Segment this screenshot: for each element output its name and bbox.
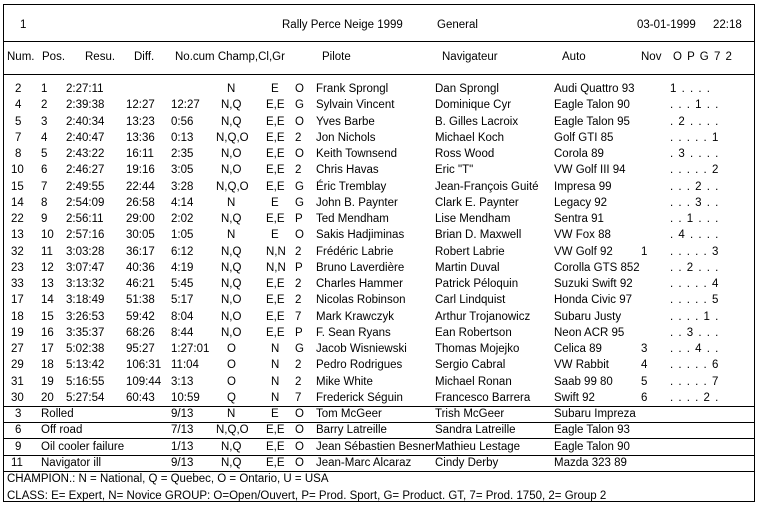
cell-navigateur: Michael Ronan xyxy=(435,375,512,388)
col-navigateur: Navigateur xyxy=(442,51,498,63)
cell-group: O xyxy=(295,229,304,242)
cell-diff: 16:11 xyxy=(126,148,154,160)
cell-nov: 3 xyxy=(641,343,648,355)
cell-stages: 1 . . . . xyxy=(670,83,711,95)
cell-class: E,E xyxy=(266,440,285,453)
cell-class: E,E xyxy=(266,456,285,469)
cell-resu: 2:40:34 xyxy=(66,115,105,128)
cell-pos: 20 xyxy=(41,391,54,404)
cell-class: E,E xyxy=(266,213,285,225)
cell-pilote: Jean-Marc Alcaraz xyxy=(316,456,412,469)
cell-group: G xyxy=(295,343,304,355)
cell-navigateur: Ross Wood xyxy=(435,148,495,160)
cell-pos: 10 xyxy=(41,229,54,242)
cell-resu: 2:57:16 xyxy=(66,229,105,242)
cell-resu: 2:27:11 xyxy=(66,83,104,95)
cell-group: 7 xyxy=(295,391,302,404)
cell-num: 8 xyxy=(15,148,22,160)
cell-pos: 18 xyxy=(41,359,54,372)
cell-num: 10 xyxy=(11,164,24,177)
cell-navigateur: Dominique Cyr xyxy=(435,99,512,112)
cell-class: E,E xyxy=(266,148,285,160)
cell-num: 13 xyxy=(11,229,24,242)
cell-group: O xyxy=(295,456,304,469)
cell-diff: 29:00 xyxy=(126,213,155,225)
cell-group: 2 xyxy=(295,278,302,290)
cell-stages: . 3 . . . . xyxy=(670,148,720,160)
cell-champ: N,Q xyxy=(221,456,242,469)
cell-diff: 60:43 xyxy=(126,391,155,404)
cell-pos: 3 xyxy=(41,115,48,128)
cell-pos: 2 xyxy=(41,99,48,112)
cell-num: 19 xyxy=(11,326,24,339)
cell-stages: . . . . 1 . xyxy=(670,310,720,323)
cell-navigateur: Brian D. Maxwell xyxy=(435,229,522,242)
cell-num: 15 xyxy=(11,180,24,193)
cell-pos: Navigator ill xyxy=(41,456,102,469)
cell-pilote: Jon Nichols xyxy=(316,131,376,144)
cell-nocum: 9/13 xyxy=(171,408,194,420)
cell-pos: Oil cooler failure xyxy=(41,440,125,453)
cell-nocum: 8:44 xyxy=(171,326,194,339)
cell-champ: Q xyxy=(227,391,236,404)
champion-legend: CHAMPION.: N = National, Q = Quebec, O = Ontario, U = USA xyxy=(7,473,329,485)
col-auto: Auto xyxy=(562,51,586,63)
cell-pilote: Yves Barbe xyxy=(316,115,375,128)
cell-resu: 2:46:27 xyxy=(66,164,105,177)
cell-nocum: 4:14 xyxy=(171,196,194,209)
cell-pos: 14 xyxy=(41,294,54,307)
cell-nocum: 5:17 xyxy=(171,294,194,307)
cell-pos: 6 xyxy=(41,164,48,177)
cell-pilote: Éric Tremblay xyxy=(316,180,387,193)
cell-num: 4 xyxy=(15,99,22,112)
cell-pos: 19 xyxy=(41,375,54,388)
cell-stages: . . . 2 . . xyxy=(670,180,720,193)
cell-group: O xyxy=(295,148,304,160)
cell-nocum: 12:27 xyxy=(171,99,200,112)
cell-num: 5 xyxy=(15,115,22,128)
cell-num: 6 xyxy=(15,424,22,437)
cell-class: N,N xyxy=(266,245,286,258)
cell-champ: N,O xyxy=(221,310,242,323)
cell-resu: 2:40:47 xyxy=(66,131,105,144)
cell-class: E xyxy=(271,196,279,209)
cell-group: 2 xyxy=(295,131,302,144)
cell-pilote: Mike White xyxy=(316,375,373,388)
class-group-legend: CLASS: E= Expert, N= Novice GROUP: O=Open/Ouvert, P= Prod. Sport, G= Product. GT, 7= Prod. 1750, 2= Group 2 xyxy=(7,490,607,502)
cell-num: 27 xyxy=(11,343,24,355)
cell-pos: 7 xyxy=(41,180,48,193)
cell-auto: Subaru Justy xyxy=(554,310,622,323)
cell-group: O xyxy=(295,115,304,128)
cell-navigateur: Cindy Derby xyxy=(435,456,499,469)
cell-auto: VW Golf III 94 xyxy=(554,164,626,177)
cell-class: E xyxy=(271,408,279,420)
cell-auto: Eagle Talon 95 xyxy=(554,115,630,128)
cell-class: E,E xyxy=(266,164,285,177)
report-date: 03-01-1999 xyxy=(637,19,696,31)
cell-class: E,E xyxy=(266,326,285,339)
cell-class: E,E xyxy=(266,424,285,437)
col-nocum-champ: No.cum Champ,Cl,Gr xyxy=(175,51,285,63)
cell-pilote: Ted Mendham xyxy=(316,213,389,225)
cell-nocum: 7/13 xyxy=(171,424,194,437)
cell-pilote: Tom McGeer xyxy=(316,408,382,420)
cell-diff: 36:17 xyxy=(126,245,155,258)
cell-pilote: F. Sean Ryans xyxy=(316,326,391,339)
cell-navigateur: Francesco Barrera xyxy=(435,391,531,404)
cell-pilote: Keith Townsend xyxy=(316,148,397,160)
cell-auto: VW Rabbit xyxy=(554,359,609,372)
cell-pilote: Jean Sébastien Besner xyxy=(316,440,435,453)
cell-auto: Saab 99 80 xyxy=(554,375,613,388)
cell-auto: Legacy 92 xyxy=(554,196,608,209)
cell-pos: 11 xyxy=(41,245,53,258)
cell-diff: 12:27 xyxy=(126,99,155,112)
cell-navigateur: Trish McGeer xyxy=(435,408,505,420)
cell-num: 2 xyxy=(15,83,22,95)
cell-class: E,E xyxy=(266,131,285,144)
cell-navigateur: Ean Robertson xyxy=(435,326,512,339)
cell-auto: Celica 89 xyxy=(554,343,602,355)
cell-resu: 3:26:53 xyxy=(66,310,105,323)
cell-pos: 4 xyxy=(41,131,48,144)
cell-group: 2 xyxy=(295,294,302,307)
cell-champ: O xyxy=(227,343,236,355)
cell-num: 33 xyxy=(11,278,24,290)
cell-pilote: Frederick Séguin xyxy=(316,391,403,404)
cell-navigateur: Patrick Péloquin xyxy=(435,278,519,290)
cell-group: 2 xyxy=(295,375,302,388)
cell-navigateur: Carl Lindquist xyxy=(435,294,506,307)
cell-group: 7 xyxy=(295,310,302,323)
cell-pilote: Sakis Hadjiminas xyxy=(316,229,405,242)
cell-stages: . 4 . . . . xyxy=(670,229,720,242)
header-divider xyxy=(4,41,755,42)
cell-auto: Eagle Talon 93 xyxy=(554,424,630,437)
col-pos: Pos. xyxy=(42,51,66,63)
cell-resu: 2:54:09 xyxy=(66,196,105,209)
cell-resu: 3:35:37 xyxy=(66,326,105,339)
cell-champ: N,Q xyxy=(221,213,242,225)
cell-nocum: 1/13 xyxy=(171,440,194,453)
cell-navigateur: Thomas Mojejko xyxy=(435,343,520,355)
cell-class: E,E xyxy=(266,294,285,307)
cell-pilote: Frank Sprongl xyxy=(316,83,389,95)
cell-stages: . . . . 2 . xyxy=(670,391,720,404)
cell-diff: 109:44 xyxy=(126,375,162,388)
cell-resu: 3:07:47 xyxy=(66,261,105,274)
cell-stages: . . . . . 2 xyxy=(670,164,720,177)
cell-resu: 2:56:11 xyxy=(66,213,104,225)
cell-diff: 26:58 xyxy=(126,196,155,209)
cell-stages: . . . 4 . . xyxy=(670,343,720,355)
cell-num: 30 xyxy=(11,391,24,404)
cell-group: 2 xyxy=(295,359,302,372)
cell-class: N xyxy=(271,391,280,404)
cell-stages: . . . . . 4 xyxy=(670,278,720,290)
cell-navigateur: Sandra Latreille xyxy=(435,424,516,437)
cell-class: N xyxy=(271,375,280,388)
cell-resu: 3:13:32 xyxy=(66,278,105,290)
cell-nocum: 1:05 xyxy=(171,229,194,242)
cell-stages: . . . . . 1 xyxy=(670,131,720,144)
cell-stages: . . . 1 . . xyxy=(670,99,720,112)
cell-num: 11 xyxy=(11,456,23,469)
cell-champ: N,Q xyxy=(221,99,242,112)
cell-class: E xyxy=(271,83,279,95)
cell-pos: Rolled xyxy=(41,408,74,420)
cell-pos: Off road xyxy=(41,424,83,437)
cell-stages: . . 1 . . . xyxy=(670,213,720,225)
cell-navigateur: Eric "T" xyxy=(435,164,474,177)
cell-champ: N,Q,O xyxy=(216,424,249,437)
cell-stages: . . . . . 7 xyxy=(670,375,720,388)
cell-pos: 12 xyxy=(41,261,54,274)
cell-group: 2 xyxy=(295,245,302,258)
cell-navigateur: Robert Labrie xyxy=(435,245,505,258)
cell-class: E xyxy=(271,229,279,242)
cell-class: E,E xyxy=(266,115,285,128)
cell-group: G xyxy=(295,180,304,193)
cell-diff: 22:44 xyxy=(126,180,155,193)
cell-stages: . . . . . 5 xyxy=(670,294,720,307)
cell-auto: Honda Civic 97 xyxy=(554,294,632,307)
cell-nocum: 0:56 xyxy=(171,115,194,128)
cell-pilote: Jacob Wisniewski xyxy=(316,343,407,355)
cell-nov: 5 xyxy=(641,375,648,388)
cell-champ: N,Q xyxy=(221,440,242,453)
cell-class: E,E xyxy=(266,310,285,323)
cell-champ: N xyxy=(227,196,236,209)
cell-nocum: 10:59 xyxy=(171,391,200,404)
cell-nocum: 2:35 xyxy=(171,148,194,160)
cell-num: 29 xyxy=(11,359,24,372)
cell-diff: 59:42 xyxy=(126,310,155,323)
cell-nov: 1 xyxy=(641,245,648,258)
cell-nocum: 3:05 xyxy=(171,164,194,177)
cell-auto: Eagle Talon 90 xyxy=(554,99,630,112)
cell-navigateur: Arthur Trojanowicz xyxy=(435,310,531,323)
cell-group: P xyxy=(295,213,303,225)
cell-champ: N,Q xyxy=(221,115,242,128)
cell-class: E,E xyxy=(266,180,285,193)
cell-navigateur: Martin Duval xyxy=(435,261,500,274)
cell-auto: Corola 89 xyxy=(554,148,604,160)
cell-nocum: 5:45 xyxy=(171,278,194,290)
cell-navigateur: B. Gilles Lacroix xyxy=(435,115,519,128)
cell-group: G xyxy=(295,99,304,112)
cell-nov: 4 xyxy=(641,359,648,372)
cell-auto: Neon ACR 95 xyxy=(554,326,625,339)
cell-pos: 15 xyxy=(41,310,54,323)
cell-champ: N,Q xyxy=(221,278,242,290)
cell-pilote: Charles Hammer xyxy=(316,278,403,290)
cell-diff: 46:21 xyxy=(126,278,155,290)
cell-group: O xyxy=(295,424,304,437)
cell-nocum: 8:04 xyxy=(171,310,194,323)
cell-champ: N,Q,O xyxy=(216,180,249,193)
cell-num: 31 xyxy=(11,375,24,388)
cell-pos: 13 xyxy=(41,278,54,290)
cell-champ: N,O xyxy=(221,326,242,339)
cell-nocum: 3:13 xyxy=(171,375,194,388)
cell-champ: N,Q xyxy=(221,261,242,274)
cell-nocum: 4:19 xyxy=(171,261,194,274)
cell-pilote: Barry Latreille xyxy=(316,424,387,437)
cell-resu: 2:49:55 xyxy=(66,180,105,193)
cell-class: E,E xyxy=(266,99,285,112)
col-num: Num. xyxy=(7,51,35,63)
col-nov: Nov xyxy=(641,51,662,63)
cell-champ: N xyxy=(227,408,236,420)
cell-class: N,N xyxy=(266,261,286,274)
cell-pos: 8 xyxy=(41,196,48,209)
cell-diff: 106:31 xyxy=(126,359,162,372)
cell-navigateur: Sergio Cabral xyxy=(435,359,506,372)
cell-diff: 13:36 xyxy=(126,131,155,144)
cell-diff: 68:26 xyxy=(126,326,155,339)
cell-diff: 19:16 xyxy=(126,164,155,177)
cell-num: 9 xyxy=(15,440,22,453)
cell-num: 14 xyxy=(11,196,24,209)
cell-diff: 40:36 xyxy=(126,261,155,274)
cell-nocum: 6:12 xyxy=(171,245,194,258)
cell-class: N xyxy=(271,359,280,372)
cell-auto: Swift 92 xyxy=(554,391,595,404)
page-number: 1 xyxy=(20,19,27,31)
cell-navigateur: Jean-François Guité xyxy=(435,180,539,193)
cell-group: O xyxy=(295,83,304,95)
cell-num: 7 xyxy=(15,131,22,144)
cell-auto: Mazda 323 89 xyxy=(554,456,627,469)
cell-auto: Suzuki Swift 92 xyxy=(554,278,633,290)
cell-auto: Impresa 99 xyxy=(554,180,612,193)
cell-group: O xyxy=(295,440,304,453)
cell-num: 17 xyxy=(11,294,24,307)
cell-pilote: Sylvain Vincent xyxy=(316,99,395,112)
cell-champ: N,O xyxy=(221,294,242,307)
cell-class: N xyxy=(271,343,280,355)
cell-auto: Sentra 91 xyxy=(554,213,604,225)
cell-pos: 9 xyxy=(41,213,48,225)
cell-auto: Audi Quattro 93 xyxy=(554,83,635,95)
cell-pilote: Mark Krawczyk xyxy=(316,310,394,323)
cell-nocum: 1:27:01 xyxy=(171,343,210,355)
col-stages: O P G 7 2 xyxy=(673,51,733,63)
col-resu: Resu. xyxy=(85,51,116,63)
cell-champ: N xyxy=(227,83,236,95)
cell-navigateur: Lise Mendham xyxy=(435,213,511,225)
cell-pos: 17 xyxy=(41,343,54,355)
cell-group: O xyxy=(295,408,304,420)
cell-resu: 5:16:55 xyxy=(66,375,105,388)
col-diff: Diff. xyxy=(134,51,155,63)
cell-nocum: 9/13 xyxy=(171,456,194,469)
cell-auto: VW Golf 92 xyxy=(554,245,613,258)
cell-champ: N,Q,O xyxy=(216,131,249,144)
cell-diff: 13:23 xyxy=(126,115,155,128)
cell-auto: Subaru Impreza xyxy=(554,408,636,420)
col-pilote: Pilote xyxy=(322,51,351,63)
cell-champ: N,O xyxy=(221,164,242,177)
cell-resu: 5:13:42 xyxy=(66,359,105,372)
cell-pilote: Nicolas Robinson xyxy=(316,294,406,307)
cell-pilote: Frédéric Labrie xyxy=(316,245,394,258)
cell-num: 18 xyxy=(11,310,24,323)
report-category: General xyxy=(437,19,478,31)
cell-num: 22 xyxy=(11,213,24,225)
cell-stages: . . 3 . . . xyxy=(670,326,720,339)
cell-auto: Eagle Talon 90 xyxy=(554,440,630,453)
cell-group: P xyxy=(295,261,303,274)
cell-resu: 2:43:22 xyxy=(66,148,105,160)
cell-pilote: Bruno Laverdière xyxy=(316,261,405,274)
cell-nocum: 0:13 xyxy=(171,131,194,144)
cell-auto: VW Fox 88 xyxy=(554,229,611,242)
report-title: Rally Perce Neige 1999 xyxy=(282,19,403,31)
cell-resu: 3:18:49 xyxy=(66,294,105,307)
cell-stages: . . . 3 . . xyxy=(670,196,720,209)
cell-resu: 3:03:28 xyxy=(66,245,105,258)
cell-resu: 5:02:38 xyxy=(66,343,105,355)
cell-group: P xyxy=(295,326,303,339)
cell-diff: 30:05 xyxy=(126,229,155,242)
cell-stages: . . 2 . . . xyxy=(670,261,720,274)
cell-champ: O xyxy=(227,359,236,372)
cell-auto: Corolla GTS 852 xyxy=(554,261,640,274)
cell-num: 3 xyxy=(15,408,22,420)
cell-champ: O xyxy=(227,375,236,388)
cell-stages: . . . . . 6 xyxy=(670,359,720,372)
cell-navigateur: Mathieu Lestage xyxy=(435,440,521,453)
cell-class: E,E xyxy=(266,278,285,290)
cell-navigateur: Dan Sprongl xyxy=(435,83,499,95)
cell-diff: 95:27 xyxy=(126,343,155,355)
cell-resu: 2:39:38 xyxy=(66,99,105,112)
cell-group: 2 xyxy=(295,164,302,177)
cell-nocum: 11:04 xyxy=(171,359,199,372)
cell-num: 23 xyxy=(11,261,24,274)
cell-auto: Golf GTI 85 xyxy=(554,131,614,144)
cell-pilote: Chris Havas xyxy=(316,164,379,177)
cell-stages: . 2 . . . . xyxy=(670,115,720,128)
cell-pilote: Pedro Rodrigues xyxy=(316,359,403,372)
cell-diff: 51:38 xyxy=(126,294,155,307)
cell-group: G xyxy=(295,196,304,209)
cell-navigateur: Michael Koch xyxy=(435,131,505,144)
report-time: 22:18 xyxy=(713,19,742,31)
cell-stages: . . . . . 3 xyxy=(670,245,720,258)
cell-champ: N,O xyxy=(221,148,242,160)
column-header-divider xyxy=(4,74,755,75)
cell-champ: N xyxy=(227,229,236,242)
cell-nov: 6 xyxy=(641,391,648,404)
cell-pos: 16 xyxy=(41,326,54,339)
cell-nocum: 3:28 xyxy=(171,180,194,193)
cell-pilote: John B. Paynter xyxy=(316,196,398,209)
cell-resu: 5:27:54 xyxy=(66,391,105,404)
cell-num: 32 xyxy=(11,245,24,258)
cell-pos: 1 xyxy=(41,83,48,95)
cell-champ: N,Q xyxy=(221,245,242,258)
cell-nocum: 2:02 xyxy=(171,213,194,225)
cell-pos: 5 xyxy=(41,148,48,160)
cell-navigateur: Clark E. Paynter xyxy=(435,196,519,209)
